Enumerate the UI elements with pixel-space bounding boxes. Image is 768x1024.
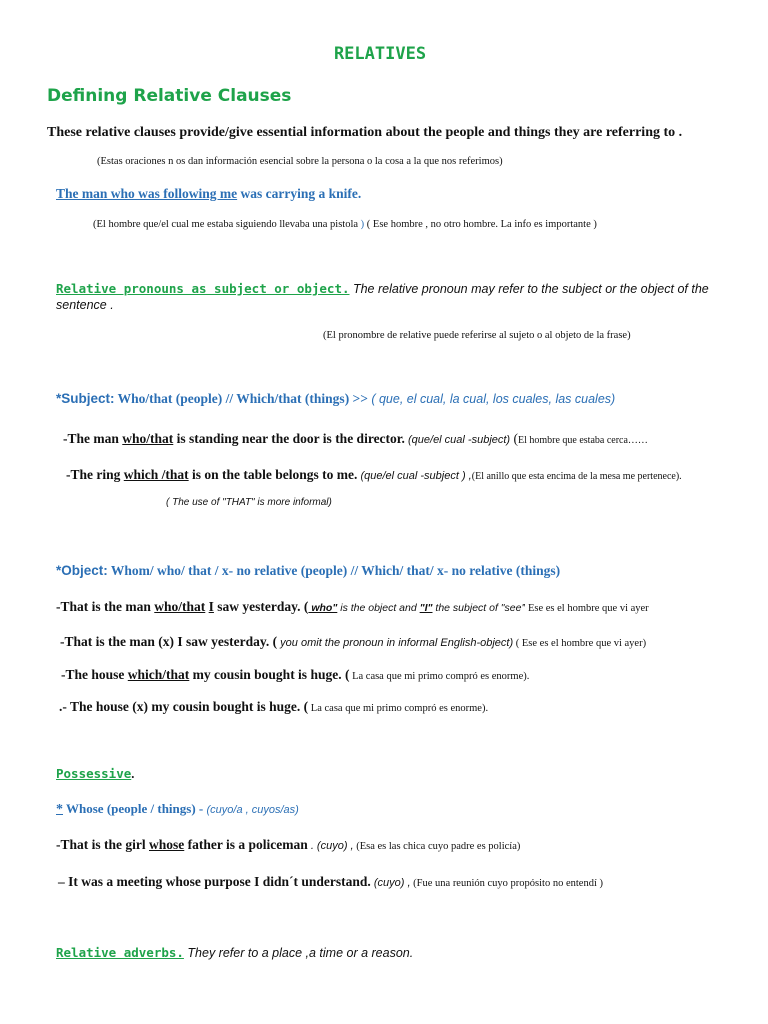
translation-note: ( Ese hombre , no otro hombre. La info es importante ) [364,219,597,230]
example-pronoun: who/that [154,599,206,614]
example-translation: (El anillo que esta encima de la mesa me pertenece). [471,471,682,482]
example-note: (que/el cual -subject) [404,434,511,446]
note-object: is the object and [337,602,420,614]
underlined-clause: The man who was following me [56,186,238,201]
object-example-1 [56,598,649,616]
example-text: – It was a meeting whose purpose I didn´t understand. [58,874,371,889]
clause-rest: was carrying a knife. [237,186,362,201]
subject-label: Subject: [61,391,115,406]
that-informal-note: ( The use of "THAT" is more informal) [166,497,332,508]
example-pronoun: which/that [127,667,190,682]
object-pronouns: Whom/ who/ that / x- no relative (people) // Which/ that/ x- no relative (things) [107,563,561,578]
page-title: RELATIVES [333,44,427,64]
example-pronoun: which /that [123,467,189,482]
whose-star: * [56,802,63,817]
example-note: (que/el cual -subject ) , [357,470,472,482]
example-pronoun: whose [149,837,185,852]
example-text: -The house [61,667,128,682]
example-translation: ( Ese es el hombre que vi ayer) [513,638,647,649]
whose-translation: (cuyo/a , cuyos/as) [206,804,299,816]
example-text-rest: is on the table belongs to me. [188,467,358,482]
possessive-example-1 [56,836,520,854]
example-text: -That is the man (x) I saw yesterday. [60,634,270,649]
example-man-translation [93,219,597,230]
example-text: .- The house (x) my cousin bought is huge. ( [59,699,309,714]
subject-star: * [56,391,62,406]
example-paren: ( [510,431,518,446]
example-pronoun: who/that [122,431,174,446]
example-text: -The man [63,431,123,446]
object-example-3 [61,666,529,684]
adverbs-heading: Relative adverbs. [56,945,184,960]
example-translation: (Fue una reunión cuyo propósito no entendí ) [410,878,603,889]
pronouns-text-continued: sentence . [56,298,114,312]
translation-paren: ) [360,219,365,230]
example-paren: ( [269,634,278,649]
example-translation: (Esa es las chica cuyo padre es policía) [353,841,521,852]
example-note: you omit the pronoun in informal English-object) [277,637,514,649]
object-label: Object: [61,563,108,578]
pronouns-translation: (El pronombre de relative puede referirse al sujeto o al objeto de la frase) [323,330,631,341]
adverbs-line [56,945,413,961]
example-text-rest: saw yesterday. ( [213,599,309,614]
example-text-rest: father is a policeman [184,837,308,852]
object-example-2 [60,633,646,651]
example-text: -That is the girl [56,837,149,852]
subject-pronouns: Who/that (people) // Which/that (things) >> [114,391,372,406]
example-translation: La casa que mi primo compró es enorme). [349,671,530,682]
note-who: who" [308,602,338,614]
whose-line [56,801,299,818]
intro-translation: (Estas oraciones n os dan información esencial sobre la persona o la cosa a la que nos referimos) [97,156,503,167]
object-example-4 [59,698,488,716]
subject-translation: ( que, el cual, la cual, los cuales, las cuales) [371,392,616,406]
possessive-example-2 [58,873,603,891]
intro-text: These relative clauses provide/give essential information about the people and things they are referring to . [47,125,683,140]
note-subject: the subject of "see' [432,602,524,614]
example-translation: ' Ese es el hombre que vi ayer [523,603,649,614]
subject-example-2 [66,466,682,484]
translation-part: (El hombre que/el cual me estaba siguiendo llevaba una pistola [93,219,361,230]
example-translation: El hombre que estaba cerca…… [517,435,648,446]
example-note: (cuyo) , [370,877,411,889]
possessive-heading: Possessive [56,766,132,781]
adverbs-text: They refer to a place ,a time or a reason. [183,946,414,960]
example-text-rest: is standing near the door is the director. [173,431,405,446]
example-translation: La casa que mi primo compró es enorme). [308,703,489,714]
note-i: "I" [419,602,433,614]
example-man-following [56,186,361,202]
whose-text: Whose (people / things) - [63,801,207,816]
object-star: * [56,563,62,578]
subject-line [56,391,615,407]
section-title: Defining Relative Clauses [47,86,292,106]
subject-example-1 [63,430,648,448]
pronouns-text: The relative pronoun may refer to the subject or the object of the [349,282,709,296]
example-note: . (cuyo) , [307,840,354,852]
example-text: -The ring [66,467,124,482]
object-line [56,563,560,579]
example-text-rest: my cousin bought is huge. ( [189,667,350,682]
pronouns-paragraph [56,281,709,297]
example-subject: I [208,599,214,614]
example-text: -That is the man [56,599,155,614]
possessive-heading-line [56,766,134,782]
possessive-dot: . [131,767,135,781]
pronouns-heading: Relative pronouns as subject or object. [56,281,350,296]
